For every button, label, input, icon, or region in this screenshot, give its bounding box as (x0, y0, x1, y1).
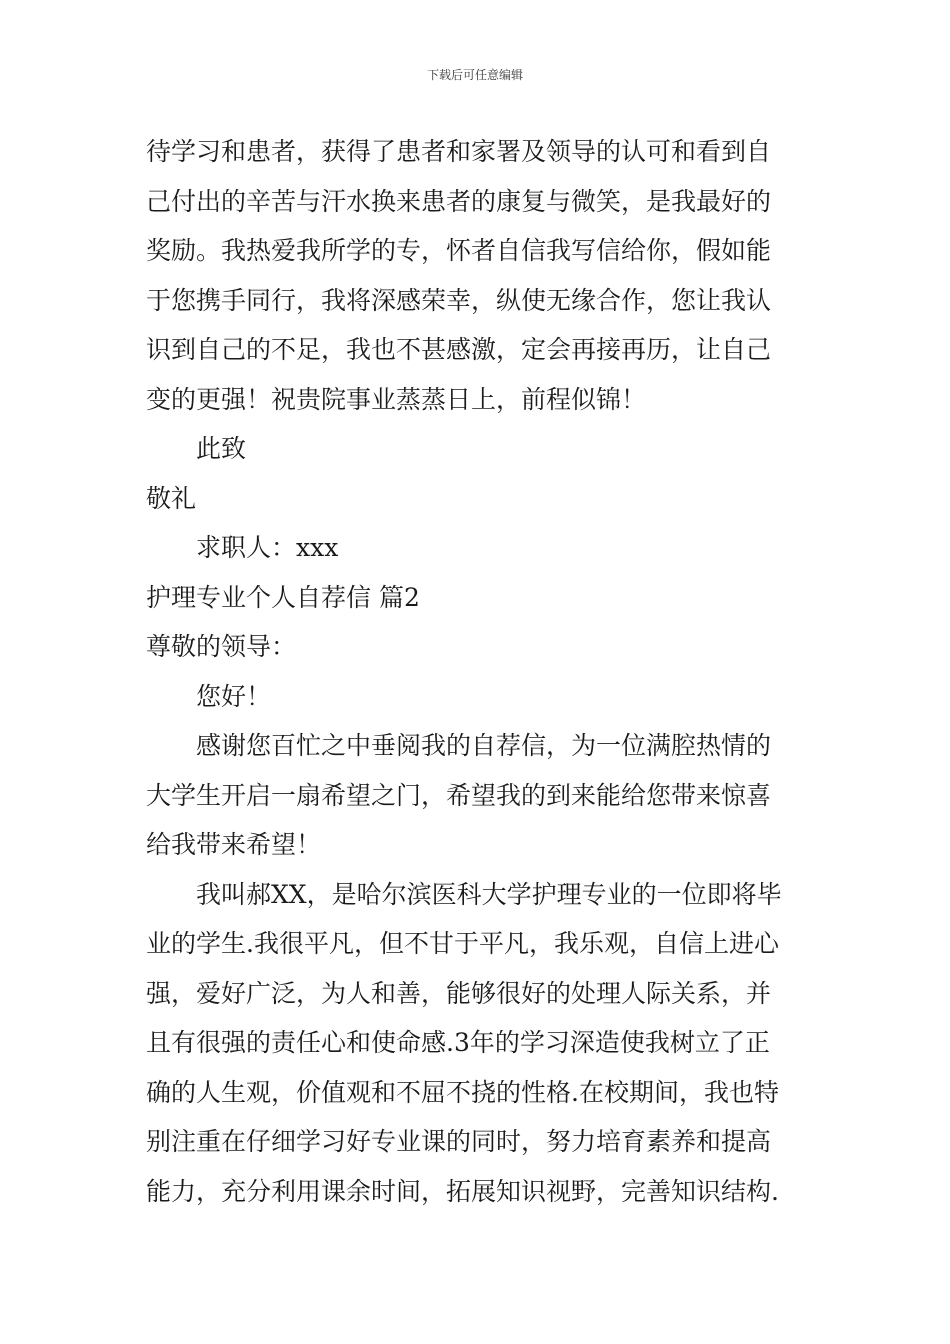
body-line: 识到自己的不足，我也不甚感激，定会再接再历，让自己 (146, 335, 772, 364)
body-line: 业的学生.我很平凡，但不甘于平凡，我乐观，自信上进心 (146, 929, 779, 958)
body-line: 强，爱好广泛，为人和善，能够很好的处理人际关系，并 (146, 978, 772, 1008)
body-line: 且有很强的责任心和使命感.3年的学习深造使我树立了正 (146, 1028, 770, 1057)
body-line: 己付出的辛苦与汗水换来患者的康复与微笑，是我最好的 (146, 186, 772, 216)
body-line: 别注重在仔细学习好专业课的同时，努力培育素养和提高 (146, 1127, 772, 1156)
closing-salutation: 此致 (196, 434, 247, 463)
page-header: 下载后可任意编辑 (426, 68, 523, 82)
signature-line: 求职人：xxx (196, 533, 339, 562)
body-line: 于您携手同行，我将深感荣幸，纵使无缘合作，您让我认 (146, 285, 772, 315)
body-line: 变的更强！祝贵院事业蒸蒸日上，前程似锦！ (146, 384, 647, 414)
body-line: 我叫郝XX，是哈尔滨医科大学护理专业的一位即将毕 (196, 879, 782, 909)
body-line: 感谢您百忙之中垂阅我的自荐信，为一位满腔热情的 (196, 731, 772, 760)
body-line: 大学生开启一扇希望之门，希望我的到来能给您带来惊喜 (146, 780, 772, 810)
body-line: 奖励。我热爱我所学的专，怀者自信我写信给你，假如能 (146, 236, 772, 265)
letter-salutation: 尊敬的领导： (146, 632, 297, 661)
body-line: 能力，充分利用课余时间，拓展知识视野，完善知识结构. (146, 1176, 779, 1206)
greeting: 您好！ (196, 681, 272, 711)
body-line: 给我带来希望！ (146, 830, 322, 859)
body-line: 确的人生观，价值观和不屈不挠的性格.在校期间，我也特 (146, 1077, 779, 1107)
closing-regards: 敬礼 (146, 483, 197, 513)
body-line: 待学习和患者，获得了患者和家署及领导的认可和看到自 (146, 137, 772, 166)
document-body (146, 127, 810, 1216)
section-title: 护理专业个人自荐信 篇2 (146, 582, 420, 612)
